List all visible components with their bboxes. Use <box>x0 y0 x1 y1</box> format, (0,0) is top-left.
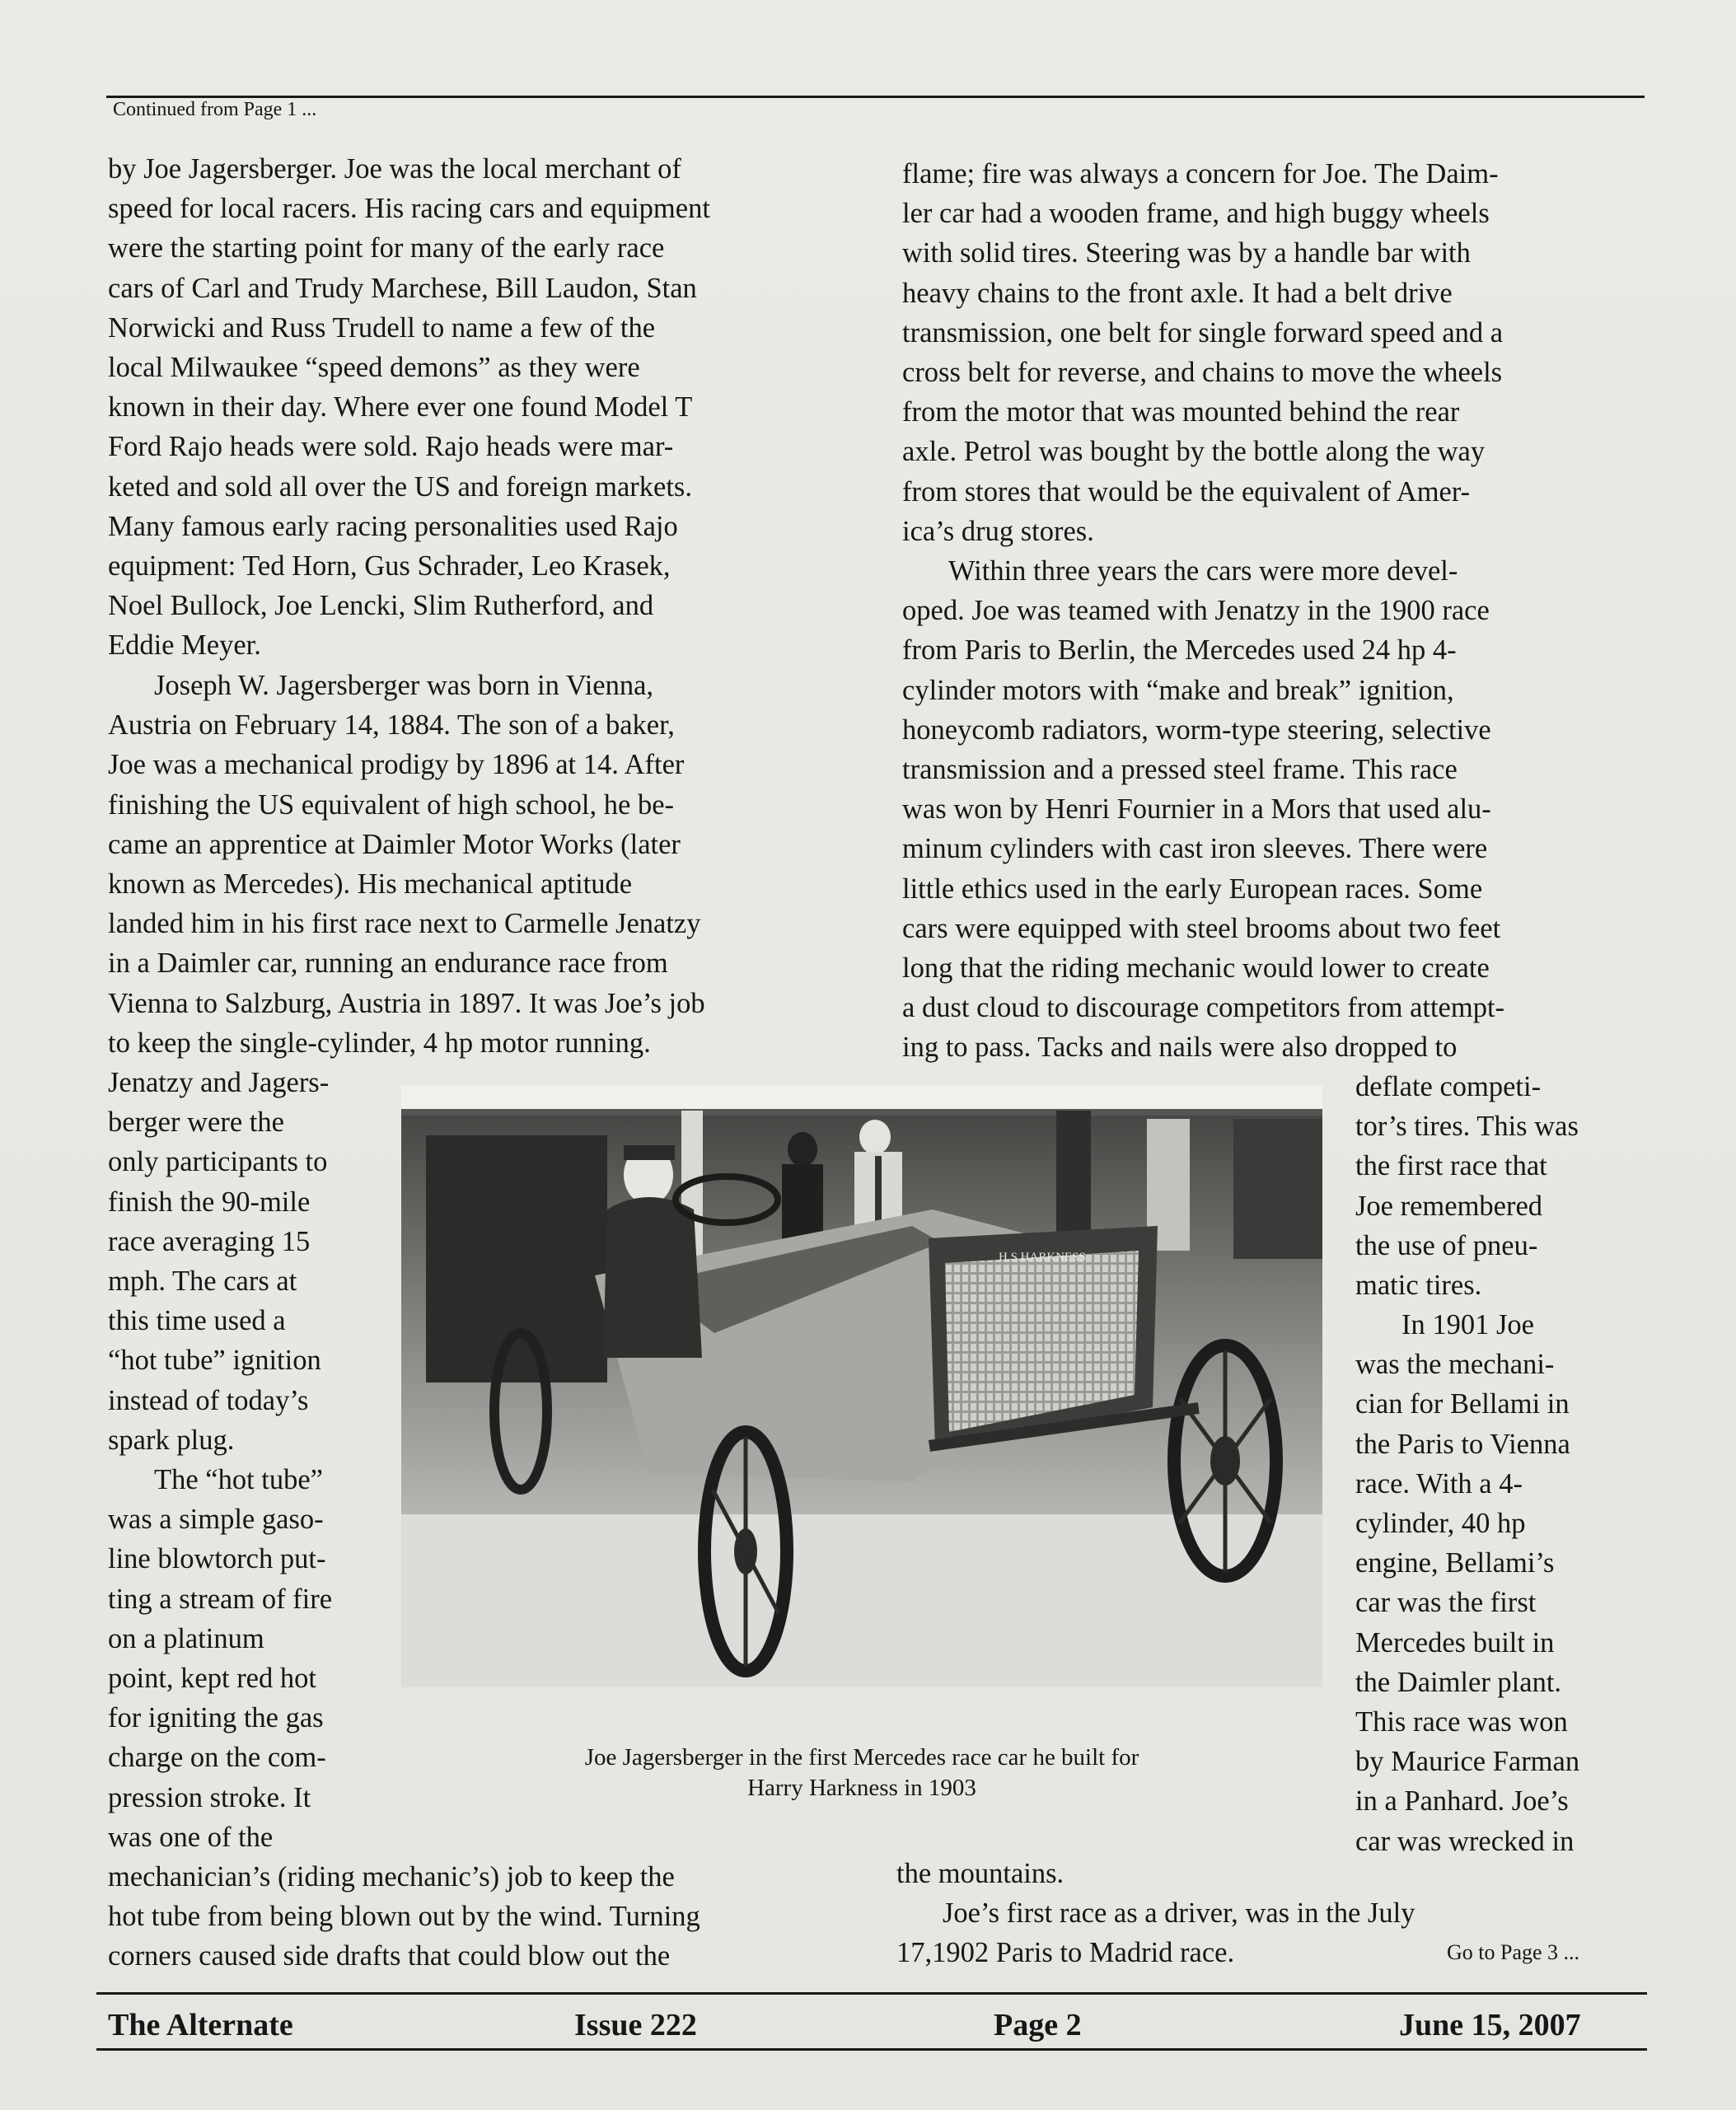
text-line: transmission and a pressed steel frame. This race <box>902 754 1458 786</box>
text-line: cylinder, 40 hp <box>1355 1508 1526 1540</box>
right-paragraph-3-wrap <box>1355 1305 1579 1861</box>
text-line: pression stroke. It <box>108 1781 311 1813</box>
text-line: cylinder motors with “make and break” ignition, <box>902 674 1454 706</box>
text-line: ler car had a wooden frame, and high buggy wheels <box>902 198 1490 230</box>
text-line: Mercedes built in <box>1355 1626 1555 1659</box>
race-car-illustration <box>401 1086 1322 1687</box>
text-line: Jenatzy and Jagers- <box>108 1067 330 1098</box>
left-paragraph-2 <box>108 666 705 1063</box>
text-line: corners caused side drafts that could blow out the <box>108 1940 671 1972</box>
text-line: were the starting point for many of the early race <box>108 232 665 264</box>
text-line: in a Daimler car, running an endurance race from <box>108 947 668 980</box>
text-line: Ford Rajo heads were sold. Rajo heads were mar- <box>108 431 674 463</box>
text-line: charge on the com- <box>108 1742 326 1774</box>
text-line: “hot tube” ignition <box>108 1345 321 1377</box>
text-line: known as Mercedes). His mechanical aptitude <box>108 868 633 901</box>
right-paragraph-3-tail <box>896 1854 1064 1893</box>
publication-name: The Alternate <box>108 2008 293 2042</box>
text-line: keted and sold all over the US and foreign markets. <box>108 470 692 503</box>
text-line: ting a stream of fire <box>108 1583 333 1615</box>
text-line: was a simple gaso- <box>108 1504 324 1536</box>
text-line: landed him in his first race next to Carmelle Jenatzy <box>108 908 701 940</box>
text-line: Vienna to Salzburg, Austria in 1897. It was Joe’s job <box>108 987 705 1019</box>
text-line: only participants to <box>108 1146 328 1178</box>
text-line: by Maurice Farman <box>1355 1746 1580 1778</box>
text-line: minum cylinders with cast iron sleeves. There were <box>902 833 1488 865</box>
text-line: This race was won <box>1355 1706 1568 1738</box>
text-line: In 1901 Joe <box>1401 1309 1534 1340</box>
text-line: the Paris to Vienna <box>1355 1428 1570 1460</box>
historic-race-car-photo <box>401 1086 1322 1687</box>
text-line: race. With a 4- <box>1355 1467 1523 1499</box>
text-line: from Paris to Berlin, the Mercedes used 24 hp 4- <box>902 634 1457 667</box>
text-line: ica’s drug stores. <box>902 515 1094 547</box>
text-line: hot tube from being blown out by the wind. Turning <box>108 1901 700 1933</box>
text-line: berger were the <box>108 1106 284 1139</box>
text-line: car was wrecked in <box>1355 1825 1575 1857</box>
issue-number: Issue 222 <box>574 2008 697 2042</box>
left-paragraph-2-wrap <box>108 1063 329 1460</box>
text-line: transmission, one belt for single forward speed and a <box>902 316 1504 349</box>
text-line: engine, Bellami’s <box>1355 1547 1555 1579</box>
text-line: from stores that would be the equivalent of Amer- <box>902 475 1471 508</box>
text-line: point, kept red hot <box>108 1663 316 1695</box>
text-line: in a Panhard. Joe’s <box>1355 1785 1569 1818</box>
text-line: spark plug. <box>108 1424 235 1456</box>
text-line: matic tires. <box>1355 1270 1482 1302</box>
text-line: on a platinum <box>108 1622 264 1654</box>
caption-line: Harry Harkness in 1903 <box>747 1775 976 1801</box>
text-line: local Milwaukee “speed demons” as they were <box>108 352 640 384</box>
text-line: race averaging 15 <box>108 1225 311 1257</box>
text-line: mph. The cars at <box>108 1266 297 1298</box>
text-line: long that the riding mechanic would lower to create <box>902 952 1490 985</box>
text-line: from the motor that was mounted behind the rear <box>902 396 1460 428</box>
footer-rule-top <box>96 1992 1647 1995</box>
text-line: oped. Joe was teamed with Jenatzy in the 1900 race <box>902 595 1490 627</box>
caption-line: Joe Jagersberger in the first Mercedes race car he built for <box>584 1744 1139 1771</box>
text-line: honeycomb radiators, worm-type steering, selective <box>902 713 1491 746</box>
text-line: the first race that <box>1355 1150 1547 1182</box>
text-line: with solid tires. Steering was by a handle bar with <box>902 237 1471 269</box>
text-line: tor’s tires. This was <box>1355 1111 1579 1143</box>
continued-from-note: Continued from Page 1 ... <box>113 99 317 120</box>
left-paragraph-3-wrap <box>108 1460 332 1857</box>
text-line: ing to pass. Tacks and nails were also dropped to <box>902 1032 1458 1064</box>
header-rule <box>106 96 1645 98</box>
text-line: Eddie Meyer. <box>108 629 261 662</box>
radiator-nameplate: H.S.HARKNESS <box>999 1251 1086 1264</box>
text-line: speed for local racers. His racing cars and equipment <box>108 193 710 225</box>
right-paragraph-2-wrap <box>1355 1067 1579 1305</box>
text-line: deflate competi- <box>1355 1071 1542 1102</box>
right-paragraph-4 <box>896 1893 1415 1972</box>
text-line: instead of today’s <box>108 1384 309 1416</box>
issue-date: June 15, 2007 <box>1399 2008 1581 2042</box>
text-line: cars of Carl and Trudy Marchese, Bill Laudon, Stan <box>108 272 697 304</box>
text-line: finish the 90-mile <box>108 1186 311 1218</box>
text-line: Norwicki and Russ Trudell to name a few of the <box>108 311 656 344</box>
page-number: Page 2 <box>994 2008 1082 2042</box>
text-line: Joe remembered <box>1355 1190 1543 1222</box>
text-line: finishing the US equivalent of high school, he be- <box>108 788 675 821</box>
text-line: mechanician’s (riding mechanic’s) job to keep the <box>108 1861 675 1892</box>
text-line: a dust cloud to discourage competitors from attempt- <box>902 992 1505 1024</box>
text-line: was won by Henri Fournier in a Mors that used alu- <box>902 793 1491 826</box>
text-line: came an apprentice at Daimler Motor Works (later <box>108 828 681 860</box>
left-paragraph-3-tail <box>108 1857 700 1977</box>
text-line: Noel Bullock, Joe Lencki, Slim Rutherford, and <box>108 590 654 622</box>
text-line: car was the first <box>1355 1587 1537 1619</box>
text-line: Many famous early racing personalities used Rajo <box>108 510 678 542</box>
text-line: little ethics used in the early European races. Some <box>902 873 1483 905</box>
text-line: the mountains. <box>896 1858 1065 1889</box>
text-line: was the mechani- <box>1355 1349 1555 1381</box>
text-line: Joe’s first race as a driver, was in the July <box>943 1897 1415 1929</box>
left-paragraph-1 <box>108 149 710 666</box>
text-line: cian for Bellami in <box>1355 1388 1570 1420</box>
text-line: by Joe Jagersberger. Joe was the local merchant of <box>108 153 681 185</box>
text-line: axle. Petrol was bought by the bottle along the way <box>902 436 1486 468</box>
text-line: Austria on February 14, 1884. The son of a baker, <box>108 709 675 742</box>
footer-rule-bottom <box>96 2048 1647 2051</box>
continued-on-note: Go to Page 3 ... <box>1447 1940 1580 1964</box>
text-line: Joe was a mechanical prodigy by 1896 at 14. After <box>108 749 685 781</box>
right-paragraph-1 <box>902 154 1503 551</box>
text-line: line blowtorch put- <box>108 1543 326 1575</box>
text-line: the use of pneu- <box>1355 1229 1538 1261</box>
text-line: was one of the <box>108 1821 274 1853</box>
photo-caption <box>401 1743 1322 1804</box>
text-line: for igniting the gas <box>108 1702 324 1734</box>
text-line: equipment: Ted Horn, Gus Schrader, Leo Krasek, <box>108 550 671 582</box>
text-line: this time used a <box>108 1305 286 1337</box>
text-line: The “hot tube” <box>154 1464 323 1495</box>
text-line: heavy chains to the front axle. It had a belt drive <box>902 277 1453 309</box>
right-paragraph-2 <box>902 551 1504 1068</box>
text-line: cars were equipped with steel brooms about two feet <box>902 912 1501 944</box>
text-line: 17,1902 Paris to Madrid race. <box>896 1937 1235 1969</box>
text-line: the Daimler plant. <box>1355 1666 1562 1698</box>
text-line: flame; fire was always a concern for Joe. The Daim- <box>902 158 1499 189</box>
text-line: Within three years the cars were more devel- <box>948 555 1458 587</box>
text-line: Joseph W. Jagersberger was born in Vienna, <box>154 670 654 701</box>
text-line: to keep the single-cylinder, 4 hp motor running. <box>108 1027 651 1059</box>
text-line: cross belt for reverse, and chains to move the wheels <box>902 357 1503 389</box>
text-line: known in their day. Where ever one found Model T <box>108 391 693 423</box>
